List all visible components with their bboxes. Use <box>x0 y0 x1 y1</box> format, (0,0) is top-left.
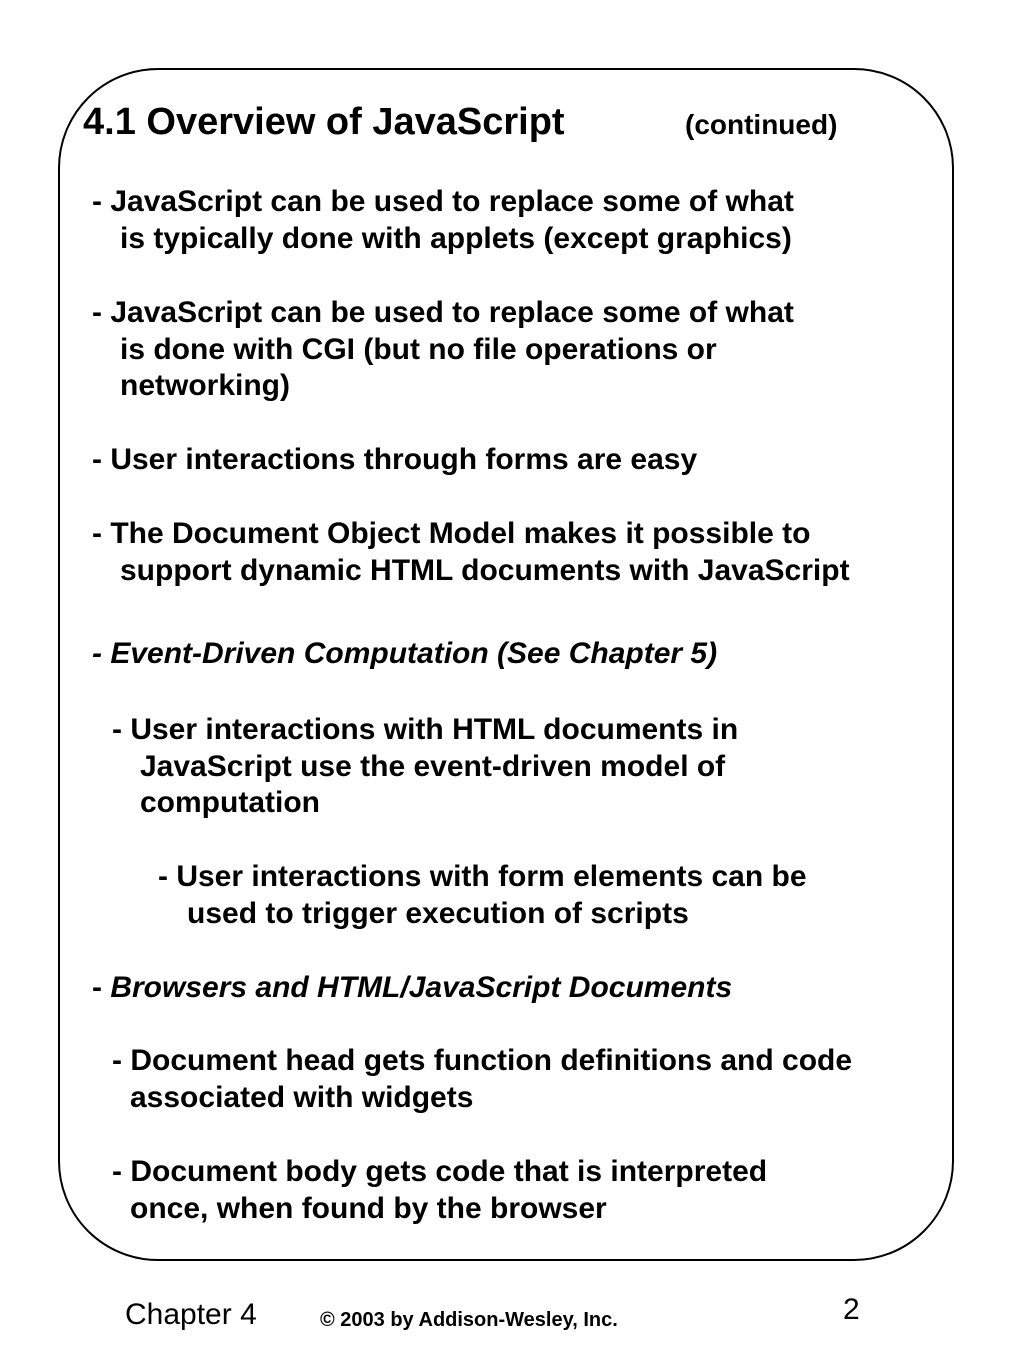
dash: - <box>92 971 111 1004</box>
bullet-line: used to trigger execution of scripts <box>187 897 689 930</box>
bullet-line: networking) <box>120 369 290 402</box>
bullet-line: JavaScript use the event-driven model of <box>140 750 726 783</box>
slide-title: 4.1 Overview of JavaScript <box>83 101 565 143</box>
bullet-line: - Document head gets function definitions and code <box>112 1044 853 1077</box>
bullet-line: - JavaScript can be used to replace some of what <box>92 296 794 329</box>
section-heading-browsers <box>92 971 732 1005</box>
page-number: 2 <box>843 1293 860 1326</box>
bullet-line: - JavaScript can be used to replace some of what <box>92 185 794 218</box>
bullet-line: - User interactions through forms are easy <box>92 443 698 476</box>
bullet-line: support dynamic HTML documents with JavaScript <box>120 554 850 587</box>
bullet-line: is typically done with applets (except graphics) <box>120 222 792 255</box>
bullet-line: - Document body gets code that is interpreted <box>112 1155 768 1188</box>
bullet-line: computation <box>140 786 320 819</box>
bullet-line: - User interactions with form elements can be <box>158 860 807 893</box>
bullet-line: once, when found by the browser <box>130 1192 607 1225</box>
bullet-line: - User interactions with HTML documents in <box>112 713 739 746</box>
section-heading-text: Browsers and HTML/JavaScript Documents <box>110 971 733 1004</box>
slide-title-suffix: (continued) <box>685 109 838 140</box>
footer-chapter: Chapter 4 <box>125 1298 257 1331</box>
bullet-line: - The Document Object Model makes it possible to <box>92 517 811 550</box>
bullet-line: associated with widgets <box>130 1081 474 1114</box>
section-heading-event-driven: - Event-Driven Computation (See Chapter 5) <box>92 637 718 670</box>
footer-copyright: © 2003 by Addison-Wesley, Inc. <box>320 1309 618 1331</box>
bullet-line: is done with CGI (but no file operations or <box>120 333 717 366</box>
